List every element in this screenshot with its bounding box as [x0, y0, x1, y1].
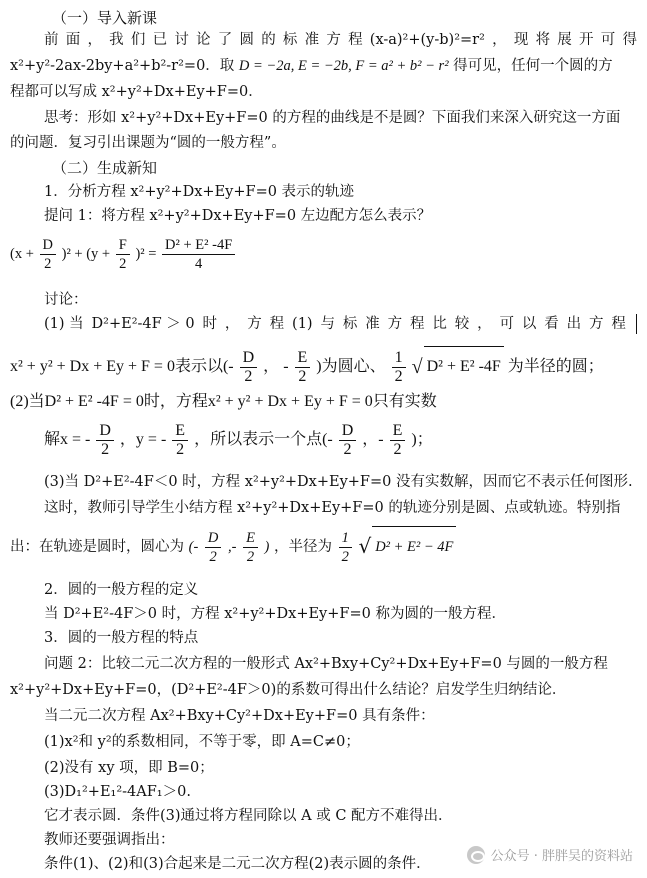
- numerator: F: [116, 236, 130, 255]
- text-token: 可: [499, 316, 514, 332]
- eq-part: 为半径的圆；: [507, 358, 604, 375]
- denominator: 2: [341, 548, 349, 565]
- text-token: 准: [365, 316, 380, 332]
- denominator: 2: [209, 548, 217, 565]
- numerator: D: [40, 236, 56, 255]
- fraction: [390, 422, 406, 459]
- completing-square-equation: [10, 236, 637, 273]
- eq-part: ，所以表示一个点(-: [194, 431, 333, 448]
- paragraph-line: [10, 56, 637, 76]
- text-token: (1): [292, 316, 313, 332]
- text-token: 标: [342, 316, 358, 332]
- numerator: D: [339, 422, 357, 441]
- fraction: [162, 236, 235, 273]
- numerator: D: [240, 349, 258, 368]
- case2-line: (2)当D² + E² -4F = 0时，方程x² + y² + Dx + Ey + F = 0只有实数: [10, 393, 437, 410]
- denominator: 2: [393, 440, 402, 458]
- text-token: 与: [320, 316, 335, 332]
- text-token: 将: [535, 32, 551, 48]
- sqrt-sign: √: [358, 534, 372, 558]
- text-token: ，: [87, 32, 102, 48]
- text-token: 程: [269, 316, 285, 332]
- condition-item: (1)x²和 y²的系数相同，不等于零，即 A=C≠0；: [44, 734, 360, 750]
- denominator: 2: [119, 256, 127, 273]
- summary-line: 这时，教师引导学生小结方程 x²+y²+Dx+Ey+F=0 的轨迹分别是圆、点或轨迹。特别指: [44, 500, 621, 516]
- text-token: 们: [130, 32, 146, 48]
- wechat-official-account-icon: [467, 846, 485, 864]
- case1-equation: [10, 346, 637, 387]
- fraction: [96, 422, 114, 459]
- text-token: 以: [521, 316, 537, 332]
- text-token: D²+E²-4F ＞ 0: [91, 316, 195, 332]
- denominator: 2: [44, 256, 52, 273]
- text-token: 时: [202, 316, 218, 332]
- text-token: ，: [492, 32, 507, 48]
- fraction: [243, 529, 258, 566]
- eq-part: -: [283, 358, 289, 375]
- numerator: D² + E² -4F: [162, 236, 235, 255]
- text-token: 程: [409, 316, 425, 332]
- numerator: D: [96, 422, 114, 441]
- text-token: 出: [566, 316, 582, 332]
- text-segment: 出：在轨迹是圆时，圆心为: [10, 539, 184, 555]
- text-token: 的: [261, 32, 276, 48]
- text-segment: x²+y²-2ax-2by+a²+b²-r²=0．取: [10, 58, 235, 74]
- fraction: [339, 422, 357, 459]
- text-token: 准: [304, 32, 320, 48]
- paragraph-line: 思考：形如 x²+y²+Dx+Ey+F=0 的方程的曲线是不是圆？下面我们来深入研究这一方面: [44, 110, 621, 126]
- text-token: ，: [224, 316, 240, 332]
- eq-part: ，: [263, 358, 280, 375]
- denominator: 2: [343, 440, 352, 458]
- definition-text: 当 D²+E²-4F＞0 时，方程 x²+y²+Dx+Ey+F=0 称为圆的一般方程．: [44, 606, 506, 622]
- text-segment: 得可见，任何一个圆的方: [453, 58, 613, 74]
- text-token: 方: [326, 32, 341, 48]
- text-token: 标: [282, 32, 298, 48]
- watermark: [467, 845, 633, 864]
- final-line: 条件(1)、(2)和(3)合起来是二元二次方程(2)表示圆的条件．: [44, 856, 431, 872]
- fraction: [392, 349, 406, 386]
- case1-line: [44, 314, 637, 334]
- text-token: 论: [196, 32, 211, 48]
- numerator: D: [205, 529, 221, 548]
- paragraph-line: 程都可以写成 x²+y²+Dx+Ey+F=0．: [10, 84, 263, 100]
- paragraph-line: [44, 30, 637, 50]
- text-cursor: [636, 314, 637, 334]
- text-token: 方: [588, 316, 604, 332]
- text-token: 程: [611, 316, 626, 332]
- discussion-label: 讨论：: [44, 292, 88, 308]
- eq-part: ，-: [362, 431, 384, 448]
- numerator: E: [243, 529, 258, 548]
- fraction: [40, 236, 56, 273]
- question-text: 提问 1：将方程 x²+y²+Dx+Ey+F=0 左边配方怎么表示？: [44, 208, 432, 224]
- eq-part: ,-: [227, 539, 237, 555]
- radicand: D² + E² − 4F: [372, 526, 456, 567]
- fraction: [172, 422, 188, 459]
- text-segment: ，半径为: [273, 539, 332, 555]
- text-token: 我: [109, 32, 124, 48]
- fraction: [205, 529, 221, 566]
- text-token: 比: [432, 316, 447, 332]
- numerator: E: [390, 422, 406, 441]
- text-token: 现: [513, 32, 529, 48]
- radicand: D² + E² -4F: [424, 346, 504, 387]
- watermark-text: 公众号 · 胖胖吴的资料站: [490, 849, 633, 864]
- denominator: 2: [244, 367, 253, 385]
- denominator: 2: [246, 548, 255, 565]
- text-token: 看: [544, 316, 559, 332]
- text-token: 圆: [239, 32, 254, 48]
- text-token: 了: [217, 32, 233, 48]
- eq-part: )；: [411, 431, 433, 448]
- text-token: 前: [44, 32, 59, 48]
- text-token: (x-a)²+(y-b)²=r²: [369, 32, 485, 48]
- condition-intro: 当二元二次方程 Ax²+Bxy+Cy²+Dx+Ey+F=0 具有条件：: [44, 708, 435, 724]
- question-text: 问题 2：比较二元二次方程的一般形式 Ax²+Bxy+Cy²+Dx+Ey+F=0 与圆的一般方程: [44, 656, 608, 672]
- text-token: 已: [152, 32, 168, 48]
- eq-part: )为圆心、: [316, 358, 386, 375]
- numerator: 1: [339, 529, 352, 548]
- denominator: 4: [195, 256, 203, 273]
- question-text: x²+y²+Dx+Ey+F=0，(D²+E²-4F＞0)的系数可得出什么结论？启发学生归纳结论．: [10, 682, 567, 698]
- sqrt-sign: √: [411, 356, 423, 378]
- fraction: [240, 349, 258, 386]
- text-token: 讨: [174, 32, 189, 48]
- item-title: 3．圆的一般方程的特点: [44, 630, 199, 646]
- fraction: [339, 529, 352, 566]
- numerator: E: [172, 422, 188, 441]
- item-title: 2．圆的一般方程的定义: [44, 582, 199, 598]
- condition-note: 它才表示圆．条件(3)通过将方程同除以 A 或 C 配方不难得出．: [44, 808, 453, 824]
- numerator: 1: [392, 349, 406, 368]
- fraction: [295, 349, 311, 386]
- paragraph-line: 的问题．复习引出课题为“圆的一般方程”。: [10, 135, 286, 151]
- text-token: 程: [348, 32, 363, 48]
- case3-line: (3)当 D²+E²-4F＜0 时，方程 x²+y²+Dx+Ey+F=0 没有实数解，因而它不表示任何图形.: [44, 474, 633, 490]
- text-token: 较: [454, 316, 470, 332]
- fraction: [116, 236, 130, 273]
- text-token: 开: [579, 32, 594, 48]
- eq-part: (x +: [10, 246, 34, 262]
- denominator: 2: [176, 440, 185, 458]
- eq-part: ，y = -: [119, 431, 167, 448]
- teacher-note: 教师还要强调指出：: [44, 832, 175, 848]
- text-token: 面: [65, 32, 81, 48]
- numerator: E: [295, 349, 311, 368]
- text-token: ，: [477, 316, 492, 332]
- eq-part: x² + y² + Dx + Ey + F = 0表示以(-: [10, 358, 234, 375]
- text-token: 方: [387, 316, 403, 332]
- denominator: 2: [298, 367, 307, 385]
- text-token: (1) 当: [44, 316, 84, 332]
- section-heading-intro: （一）导入新课: [52, 9, 158, 27]
- denominator: 2: [394, 367, 403, 385]
- math-expression: D = −2a, E = −2b, F = a² + b² − r²: [238, 58, 449, 74]
- summary-center-radius: [10, 526, 637, 567]
- item-title: 1．分析方程 x²+y²+Dx+Ey+F=0 表示的轨迹: [44, 184, 355, 200]
- text-token: 可: [600, 32, 616, 48]
- denominator: 2: [101, 440, 110, 458]
- eq-part: 解x = -: [44, 431, 91, 448]
- eq-part: (-: [188, 539, 199, 555]
- condition-item: (2)没有 xy 项，即 B=0；: [44, 760, 214, 776]
- text-token: 得: [622, 32, 637, 48]
- case2-solution: [44, 420, 637, 460]
- eq-part: ): [264, 539, 270, 555]
- condition-item: (3)D₁²+E₁²-4AF₁＞0.: [44, 784, 191, 800]
- eq-part: )² =: [135, 246, 157, 262]
- text-token: 方: [247, 316, 262, 332]
- eq-part: )² + (y +: [61, 246, 111, 262]
- section-heading-new-knowledge: （二）生成新知: [52, 159, 158, 177]
- text-token: 展: [557, 32, 572, 48]
